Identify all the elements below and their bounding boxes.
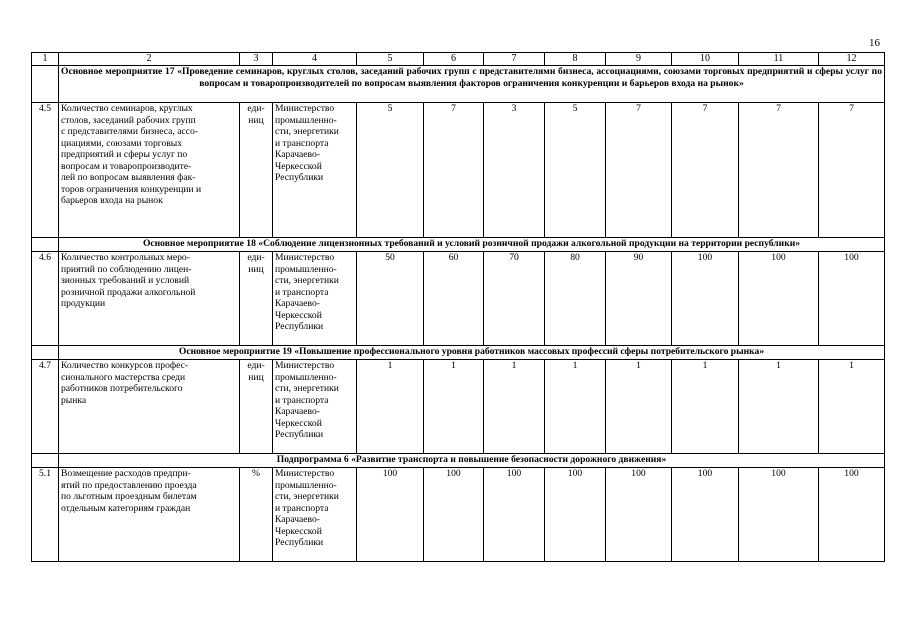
value-cell: 7 xyxy=(424,103,484,238)
value-cell: 5 xyxy=(357,103,424,238)
section-header-row xyxy=(32,454,885,468)
column-number: 7 xyxy=(484,53,545,66)
column-number: 3 xyxy=(240,53,273,66)
value-cell: 100 xyxy=(739,468,819,562)
section-header-row xyxy=(32,66,885,103)
table-row xyxy=(32,468,885,562)
indicators-table xyxy=(31,52,885,562)
executor: Министерство промышленно- сти, энергетики и транспорта Карачаево- Черкесской Республики xyxy=(273,252,357,346)
unit-of-measure: еди- ниц xyxy=(240,252,273,346)
value-cell: 90 xyxy=(606,252,672,346)
column-number: 6 xyxy=(424,53,484,66)
section-title: Основное мероприятие 17 «Проведение семинаров, круглых столов, заседаний рабочих групп с представителями бизнеса, ассоциациями, союзами торговых предприятий и сферы услуг по вопросам и товаропроизводителей по вопросам выявления факторов ограничения конкуренции и барьеров входа на рынок» xyxy=(59,66,885,103)
table-row xyxy=(32,252,885,346)
executor: Министерство промышленно- сти, энергетики и транспорта Карачаево- Черкесской Республики xyxy=(273,468,357,562)
unit-of-measure: еди- ниц xyxy=(240,360,273,454)
unit-of-measure: % xyxy=(240,468,273,562)
value-cell: 100 xyxy=(819,252,885,346)
executor: Министерство промышленно- сти, энергетики и транспорта Карачаево- Черкесской Республики xyxy=(273,360,357,454)
value-cell: 60 xyxy=(424,252,484,346)
indicator-description: Количество контрольных меро- приятий по соблюдению лицен- зионных требований и условий розничной продажи алкогольной продукции xyxy=(59,252,240,346)
page-number: 16 xyxy=(869,37,880,49)
value-cell: 1 xyxy=(672,360,739,454)
value-cell: 80 xyxy=(545,252,606,346)
value-cell: 100 xyxy=(672,468,739,562)
value-cell: 7 xyxy=(819,103,885,238)
column-number-row xyxy=(32,53,885,66)
value-cell: 7 xyxy=(606,103,672,238)
value-cell: 100 xyxy=(424,468,484,562)
section-title: Подпрограмма 6 «Развитие транспорта и повышение безопасности дорожного движения» xyxy=(59,454,885,468)
indicator-description: Количество семинаров, круглых столов, заседаний рабочих групп с представителями бизнеса, ассо- циациями, союзами торговых предприятий и сферы услуг по вопросам и товаропроизводите- лей по вопросам выявления фак- торов ограничения конкуренции и барьеров входа на рынок xyxy=(59,103,240,238)
value-cell: 1 xyxy=(819,360,885,454)
executor: Министерство промышленно- сти, энергетики и транспорта Карачаево- Черкесской Республики xyxy=(273,103,357,238)
value-cell: 100 xyxy=(739,252,819,346)
value-cell: 70 xyxy=(484,252,545,346)
section-title: Основное мероприятие 18 «Соблюдение лицензионных требований и условий розничной продажи алкогольной продукции на территории республики» xyxy=(59,238,885,252)
value-cell: 1 xyxy=(424,360,484,454)
indicator-description: Возмещение расходов предпри- ятий по предоставлению проезда по льготным проездным билетам отдельным категориям граждан xyxy=(59,468,240,562)
section-title: Основное мероприятие 19 «Повышение профессионального уровня работников массовых профессий сферы потребительского рынка» xyxy=(59,346,885,360)
column-number: 9 xyxy=(606,53,672,66)
row-number: 4.6 xyxy=(32,252,59,346)
row-number: 5.1 xyxy=(32,468,59,562)
value-cell: 5 xyxy=(545,103,606,238)
section-header-row xyxy=(32,238,885,252)
value-cell: 50 xyxy=(357,252,424,346)
value-cell: 100 xyxy=(484,468,545,562)
indicator-description: Количество конкурсов профес- сионального мастерства среди работников потребительского рынка xyxy=(59,360,240,454)
column-number: 8 xyxy=(545,53,606,66)
table-row xyxy=(32,360,885,454)
column-number: 1 xyxy=(32,53,59,66)
value-cell: 1 xyxy=(606,360,672,454)
column-number: 10 xyxy=(672,53,739,66)
value-cell: 100 xyxy=(545,468,606,562)
column-number: 2 xyxy=(59,53,240,66)
value-cell: 1 xyxy=(739,360,819,454)
column-number: 5 xyxy=(357,53,424,66)
value-cell: 1 xyxy=(357,360,424,454)
value-cell: 7 xyxy=(672,103,739,238)
column-number: 4 xyxy=(273,53,357,66)
row-number: 4.7 xyxy=(32,360,59,454)
value-cell: 1 xyxy=(484,360,545,454)
unit-of-measure: еди- ниц xyxy=(240,103,273,238)
section-header-row xyxy=(32,346,885,360)
value-cell: 1 xyxy=(545,360,606,454)
value-cell: 100 xyxy=(819,468,885,562)
column-number: 12 xyxy=(819,53,885,66)
table-row xyxy=(32,103,885,238)
row-number: 4.5 xyxy=(32,103,59,238)
value-cell: 100 xyxy=(606,468,672,562)
column-number: 11 xyxy=(739,53,819,66)
value-cell: 100 xyxy=(672,252,739,346)
value-cell: 7 xyxy=(739,103,819,238)
value-cell: 3 xyxy=(484,103,545,238)
value-cell: 100 xyxy=(357,468,424,562)
